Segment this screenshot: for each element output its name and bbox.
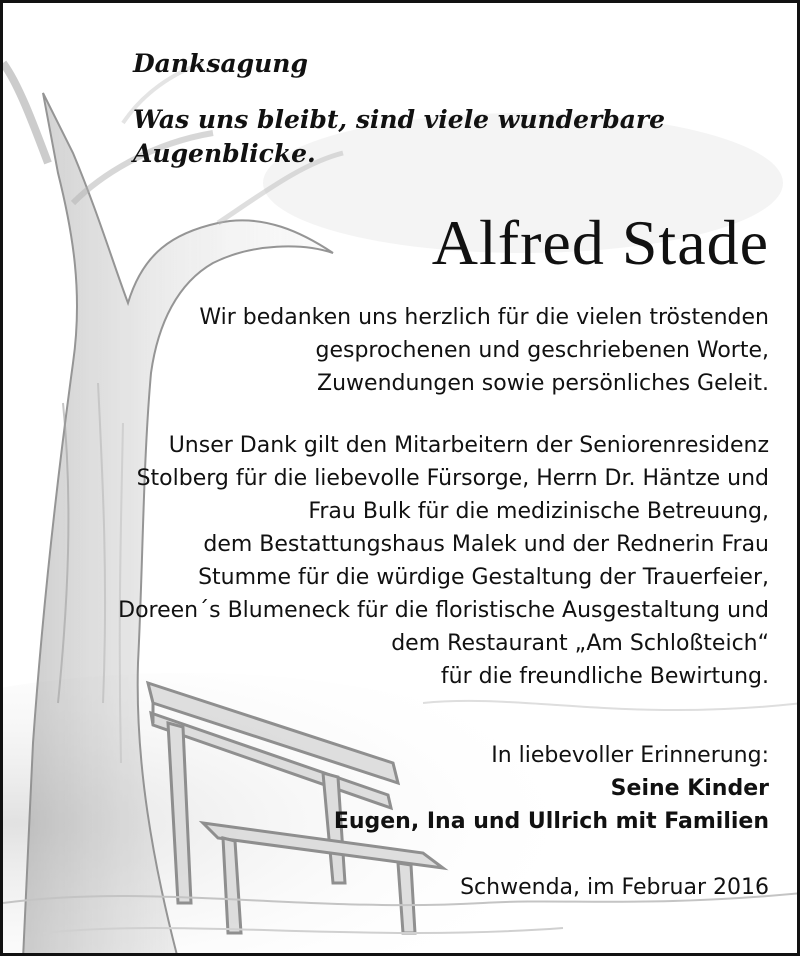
signature-intro: In liebevoller Erinnerung: xyxy=(491,743,769,768)
thanks-paragraph xyxy=(199,301,769,400)
text-layer xyxy=(3,3,800,956)
gratitude-line: dem Bestattungshaus Malek und der Rednerin Frau xyxy=(203,532,769,557)
signature-family-line-1: Seine Kinder xyxy=(610,776,769,801)
deceased-name: Alfred Stade xyxy=(431,207,769,278)
quote-line-1: Was uns bleibt, sind viele wunderbare xyxy=(133,105,665,134)
thanks-line: Wir bedanken uns herzlich für die vielen tröstenden xyxy=(199,305,769,330)
signature-block xyxy=(334,739,769,838)
gratitude-paragraph xyxy=(118,429,769,693)
heading-title: Danksagung xyxy=(133,49,308,78)
gratitude-line: Doreen´s Blumeneck für die floristische Ausgestaltung und xyxy=(118,598,769,623)
signature-family-line-2: Eugen, Ina und Ullrich mit Familien xyxy=(333,809,769,834)
gratitude-line: dem Restaurant „Am Schloßteich“ xyxy=(391,631,769,656)
place-date xyxy=(460,871,769,904)
gratitude-line: Frau Bulk für die medizinische Betreuung, xyxy=(308,499,769,524)
gratitude-line: Stumme für die würdige Gestaltung der Trauerfeier, xyxy=(198,565,769,590)
gratitude-line: für die freundliche Bewirtung. xyxy=(440,664,769,689)
place-date-text: Schwenda, im Februar 2016 xyxy=(460,875,769,900)
gratitude-line: Stolberg für die liebevolle Fürsorge, Herrn Dr. Häntze und xyxy=(136,466,769,491)
thanks-line: gesprochenen und geschriebenen Worte, xyxy=(315,338,769,363)
thanks-line: Zuwendungen sowie persönliches Geleit. xyxy=(317,371,769,396)
gratitude-line: Unser Dank gilt den Mitarbeitern der Seniorenresidenz xyxy=(168,433,769,458)
quote-line-2: Augenblicke. xyxy=(133,139,316,168)
